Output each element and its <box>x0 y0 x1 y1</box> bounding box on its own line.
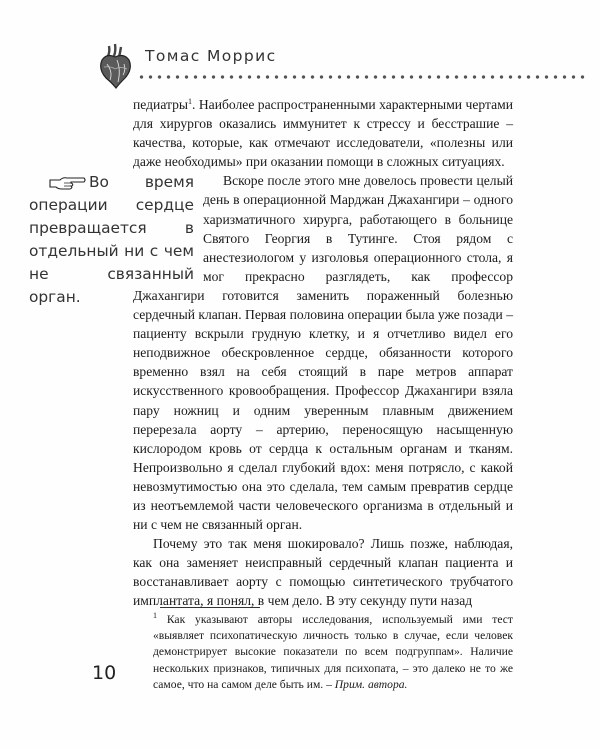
footnote-mark: 1 <box>153 611 157 620</box>
paragraph-1-rest: . Наиболее распространенными характерными чертами для хирургов оказались иммунитет к стрессу и бесстрашие – качества, которые, как отмечают исследователи, «полезны или даже необходимы» при оказании помощи в сложных ситуациях. <box>133 97 513 170</box>
page-number: 10 <box>92 662 117 684</box>
body-text <box>29 95 513 611</box>
pull-quote <box>29 171 194 309</box>
paragraph-1-start: педиатры <box>133 97 189 112</box>
paragraph-2-text: Вскоре после этого мне довелось провести целый день в операционной Марджан Джахангири – одного харизматичного хирурга, работающего в больнице Святого Георгия в Тутинге. Стоя рядом с анестезиологом у изголовья операционного стола, я мог прекрасно разглядеть, как профессор Джахангири готовится заменить пораженный болезнью сердечный клапан. Первая половина операции была уже позади – пациенту вскрыли грудную клетку, и я отчетливо видел его неподвижное обескровленное сердце, обязанности которого временно взял на себя стоящий в паре метров аппарат искусственного кровообращения. Профессор Джахангири взяла пару ножниц и одним уверенным плавным движением перерезала аорту – артерию, переносящую насыщенную кислородом кровь от сердца к остальным органам и тканям. Непроизвольно я сделал глубокий вдох: меня потрясло, с какой невозмутимостью она это сделала, тем самым превратив сердце из неотъемлемой части человеческого организма в отдельный и ни с чем не связанный орган. <box>133 173 513 533</box>
pointing-hand-icon <box>49 175 87 191</box>
anatomical-heart-icon <box>95 42 135 90</box>
paragraph-2 <box>29 171 513 534</box>
footnote <box>153 612 513 693</box>
footnote-author-note: Прим. автора. <box>334 677 408 691</box>
pull-quote-text: Во время операции сердце превращается в отдельный ни с чем не связанный орган. <box>29 173 194 307</box>
paragraph-3: Почему это так меня шокировало? Лишь позже, наблюдая, как она заменяет неисправный сердечный клапан пациента и восстанавливает аорту с помощью синтетического трубчатого имплантата, я понял, в чем дело. В эту секунду пути назад <box>133 536 513 609</box>
paragraph-1 <box>133 95 513 171</box>
pull-quote-float <box>29 171 197 307</box>
footnote-reference[interactable]: 1 <box>188 97 193 106</box>
header-dotted-rule <box>137 74 589 80</box>
footnote-separator <box>160 607 260 608</box>
footnote-text: Как указывают авторы исследования, используемый ими тест «выявляет психопатическую личность только в случае, если человек демонстрирует высокие показатели по всем подгруппам». Наличие нескольких признаков, типичных для психопата, – это далеко не то же самое, что на самом деле быть им. – <box>153 613 513 691</box>
running-header-author: Томас Моррис <box>145 47 277 65</box>
